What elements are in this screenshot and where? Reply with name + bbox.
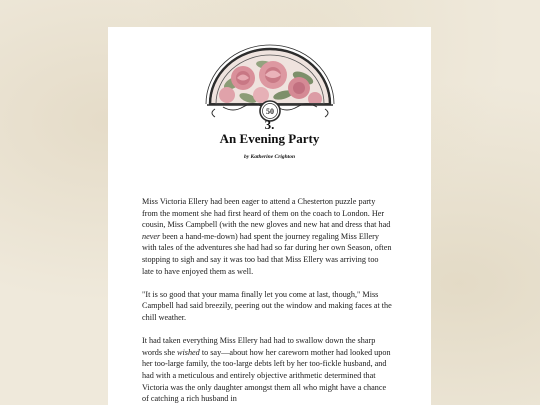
- story-paragraph: "It is so good that your mama finally let you come at last, though," Miss Campbell had said breezily, peering out the window and making faces at the chill weather.: [142, 289, 392, 322]
- chapter-number: 3.: [264, 117, 275, 132]
- emphasis: wished: [177, 347, 200, 357]
- chapter-title: An Evening Party: [219, 131, 320, 146]
- story-body: [142, 196, 392, 405]
- emblem-number: 50: [266, 107, 274, 116]
- emphasis: never: [142, 231, 161, 241]
- story-paragraph: It had taken everything Miss Ellery had had to swallow down the sharp words she wished to say—about how her careworn mother had looked upon her too-large family, the too-large debts left by her too-fickle husband, and had with a meticulous and entirely objective arithmetic determined that Victoria was the only daughter amongst them all who might have a chance of catching a rich husband in: [142, 336, 391, 404]
- author-byline: by Katherine Crighton: [243, 154, 296, 160]
- story-paragraph: Miss Victoria Ellery had been eager to attend a Chesterton puzzle party from the moment she had first heard of them on the coach to London. Her cousin, Miss Campbell (with the new gloves and new hat and dress that had never been a hand-me-down) had spent the journey regaling Miss Ellery with tales of the adventures she had had so far during her own Season, often stopping to sigh and say it was too bad that Miss Ellery was arriving too late to have enjoyed them as well.: [142, 197, 392, 276]
- story-page: [108, 27, 431, 405]
